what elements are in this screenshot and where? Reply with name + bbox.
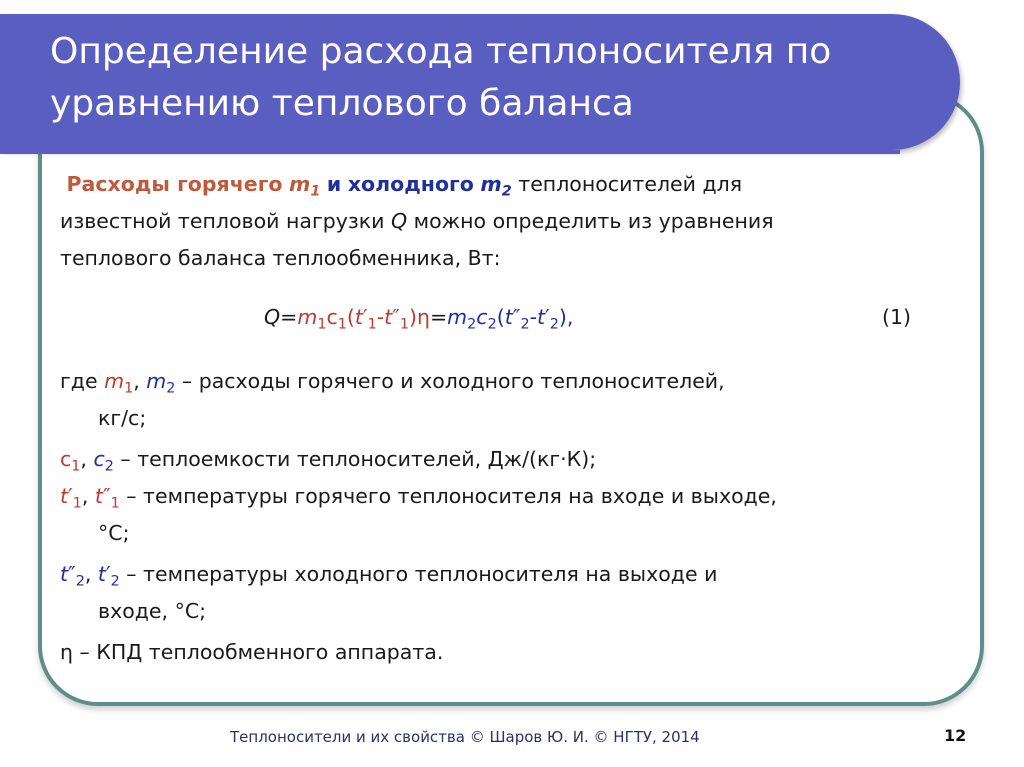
m1-symbol: $m_1$ [289,172,321,200]
intro-paragraph [60,166,960,277]
intro-and: и [326,172,342,196]
intro-line-1 [60,166,960,203]
m2-symbol: $m_2$ [480,172,512,200]
intro-lead-cold: холодного [347,172,474,196]
slide-content [60,166,960,671]
definition-item: $c_1$, $c_2$ – теплоемкости теплоносителей, Дж/(кг·К); [60,447,597,475]
footer-text: Теплоносители и их свойства © Шаров Ю. И. © НГТУ, 2014 [230,728,700,746]
slide-title [50,26,930,130]
definition-item: где $m_1$, $m_2$ – расходы горячего и холодного теплоносителей, [60,369,725,397]
formula-row [60,299,960,349]
intro-lead-hot: Расходы горячего [66,172,283,196]
definition-item: $t'_1$, $t''_1$ – температуры горячего теплоносителя на входе и выходе, [60,484,777,512]
definition-item: η – КПД теплообменного аппарата. [60,640,444,664]
definition-continuation: °С; [98,521,130,545]
definition-continuation: входе, °С; [98,599,207,623]
definitions-list [60,363,960,671]
title-line-2: уравнению теплового баланса [50,83,634,124]
title-line-1: Определение расхода теплоносителя по [50,31,832,72]
title-underline [0,150,900,154]
page-number: 12 [944,726,967,745]
equation-number: (1) [882,305,912,329]
balance-formula: $Q=m_1c_1(t'_1-t''_1)\eta=m_2c_2(t''_2-t'_2)$, [264,305,574,333]
Q-symbol: Q [391,209,408,233]
intro-line-3: теплового баланса теплообменника, Вт: [60,246,501,270]
definition-item: $t''_2$, $t'_2$ – температуры холодного теплоносителя на выходе и [60,562,718,590]
intro-line-2: известной тепловой нагрузки Q можно определить из уравнения [60,209,774,233]
definition-continuation: кг/с; [98,406,147,430]
intro-text-1: теплоносителей для [518,172,743,196]
